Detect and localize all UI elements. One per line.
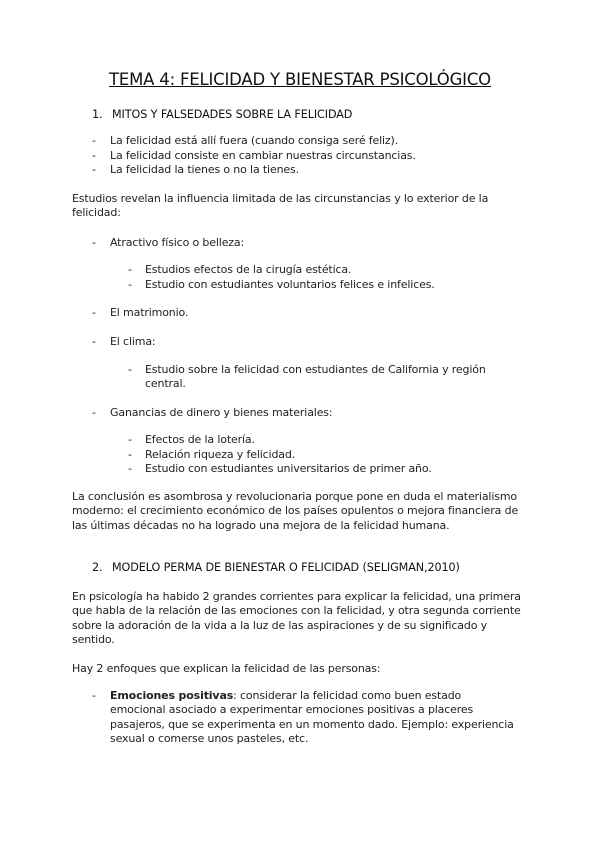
- factor-bullet: -: [92, 335, 96, 348]
- factor-marriage: El matrimonio.: [110, 306, 189, 319]
- sub-bullet: -: [128, 462, 132, 475]
- myth-bullet: -: [92, 148, 96, 162]
- sub-item: Estudio sobre la felicidad con estudiantes de California y región central.: [145, 363, 486, 391]
- sub-bullet: -: [128, 263, 132, 276]
- sub-item: Relación riqueza y felicidad.: [145, 447, 296, 461]
- myth-item: La felicidad está allí fuera (cuando consiga seré feliz).: [110, 134, 399, 147]
- factor-bullet: -: [92, 406, 96, 419]
- factor-bullet: -: [92, 306, 96, 319]
- approach-bullet: -: [92, 689, 96, 702]
- section-1-heading: [92, 108, 352, 121]
- sub-bullet: -: [128, 433, 132, 446]
- sub-item: Estudios efectos de la cirugía estética.: [145, 263, 352, 276]
- sub-item: Estudio con estudiantes voluntarios felices e infelices.: [145, 277, 435, 291]
- sub-item: Efectos de la lotería.: [145, 433, 255, 446]
- myth-item: La felicidad consiste en cambiar nuestras circunstancias.: [110, 148, 416, 162]
- factor-bullet: -: [92, 236, 96, 249]
- factor-climate: El clima:: [110, 335, 156, 348]
- perma-paragraph-1: En psicología ha habido 2 grandes corrientes para explicar la felicidad, una primera que habla de la relación de las emociones con la felicidad, y otra segunda corriente sobre la adoración de la vida a la luz de las aspiraciones y de su significado y sentido.: [72, 590, 521, 647]
- factor-money: Ganancias de dinero y bienes materiales:: [110, 406, 333, 419]
- sub-bullet: -: [128, 277, 132, 291]
- sub-bullet: -: [128, 447, 132, 461]
- section-1-title: MITOS Y FALSEDADES SOBRE LA FELICIDAD: [112, 108, 353, 121]
- myth-bullet: -: [92, 134, 96, 147]
- approach-label: Emociones positivas: [110, 689, 234, 702]
- conclusion-paragraph: La conclusión es asombrosa y revolucionaria porque pone en duda el materialismo moderno: el crecimiento económico de los países opulentos o mejora financiera de las últimas décadas no ha logrado una mejora de la felicidad humana.: [72, 490, 519, 532]
- section-2-title: MODELO PERMA DE BIENESTAR O FELICIDAD (SELIGMAN,2010): [112, 561, 460, 574]
- section-1-number: 1.: [92, 108, 103, 121]
- myth-bullet: -: [92, 163, 96, 176]
- myth-item: La felicidad la tienes o no la tienes.: [110, 163, 299, 176]
- approach-description: : considerar la felicidad como buen estado emocional asociado a experimentar emociones positivas a placeres pasajeros, que se experimenta en un momento dado. Ejemplo: experiencia sexual o comerse unos pasteles, etc.: [110, 689, 514, 746]
- section-2-number: 2.: [92, 561, 103, 574]
- section-2-heading: [92, 561, 460, 574]
- approach-positive-emotions: [110, 689, 515, 747]
- factor-physical-attractiveness: Atractivo físico o belleza:: [110, 236, 245, 249]
- document-title: TEMA 4: FELICIDAD Y BIENESTAR PSICOLÓGICO: [109, 70, 491, 89]
- intro-paragraph: Estudios revelan la influencia limitada de las circunstancias y lo exterior de la felicidad:: [72, 192, 489, 220]
- sub-item: Estudio con estudiantes universitarios de primer año.: [145, 462, 432, 475]
- sub-bullet: -: [128, 363, 132, 376]
- perma-paragraph-2: Hay 2 enfoques que explican la felicidad de las personas:: [72, 662, 381, 675]
